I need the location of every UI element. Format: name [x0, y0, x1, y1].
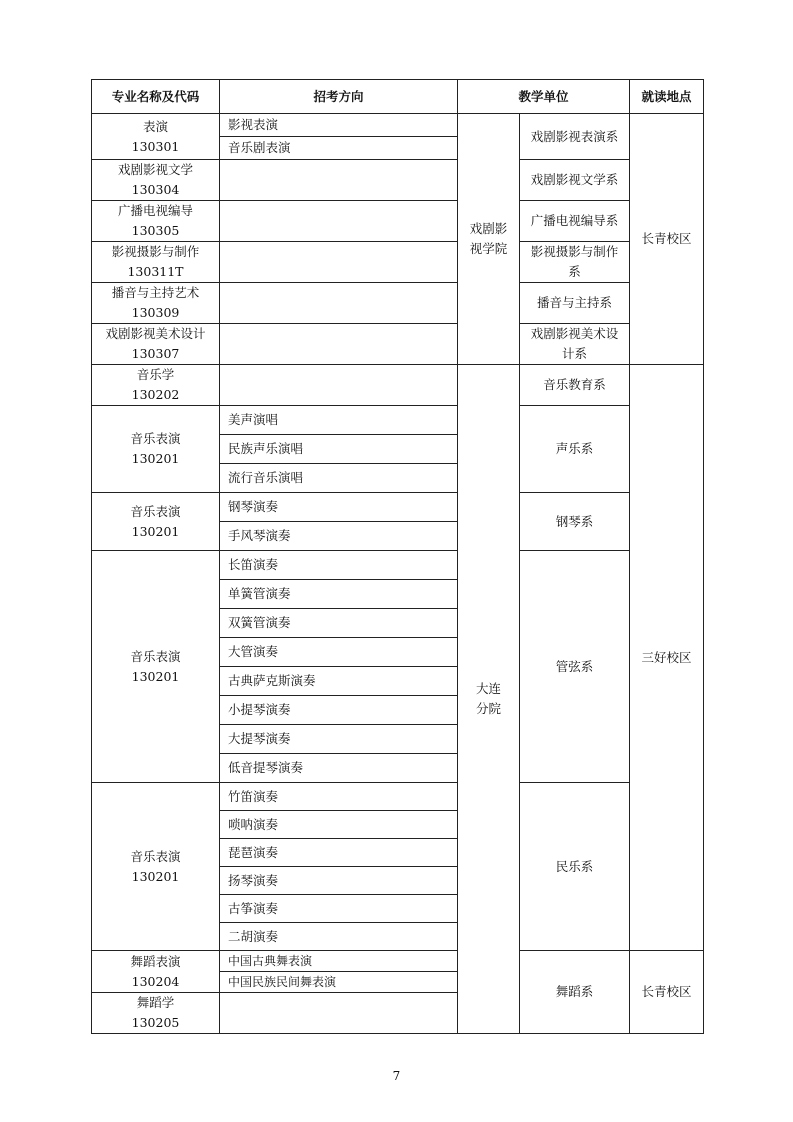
major-cell — [92, 493, 220, 551]
table-row — [92, 242, 704, 283]
department-cell — [520, 283, 630, 324]
major-cell — [92, 406, 220, 493]
major-name: 播音与主持艺术 — [111, 285, 200, 300]
department-name: 声乐系 — [555, 441, 594, 456]
direction-cell: 双簧管演奏 — [220, 609, 458, 638]
major-cell — [92, 951, 220, 993]
department-name: 系 — [568, 264, 581, 279]
major-name: 影视摄影与制作 — [111, 244, 200, 259]
college-name-line: 视学院 — [469, 241, 508, 256]
direction-cell: 长笛演奏 — [220, 551, 458, 580]
table-row — [92, 551, 704, 580]
direction-cell: 影视表演 — [220, 114, 458, 137]
department-name: 戏剧影视美术设 — [530, 326, 619, 341]
major-code: 130304 — [131, 182, 180, 197]
table-row — [92, 114, 704, 137]
table-row — [92, 406, 704, 435]
major-cell — [92, 242, 220, 283]
department-cell — [520, 365, 630, 406]
direction-cell: 流行音乐演唱 — [220, 464, 458, 493]
major-code: 130201 — [131, 523, 180, 539]
major-name: 音乐表演 — [130, 431, 181, 446]
table-row — [92, 283, 704, 324]
direction-cell: 竹笛演奏 — [220, 783, 458, 811]
major-cell — [92, 201, 220, 242]
direction-cell — [220, 160, 458, 201]
direction-cell: 美声演唱 — [220, 406, 458, 435]
department-name: 计系 — [562, 346, 588, 361]
header-teaching-unit: 教学单位 — [458, 80, 630, 114]
direction-cell: 琵琶演奏 — [220, 839, 458, 867]
college-cell — [458, 365, 520, 1034]
major-code: 130205 — [131, 1015, 180, 1030]
major-name: 舞蹈学 — [136, 995, 175, 1010]
department-name: 民乐系 — [555, 858, 594, 874]
direction-cell: 古典萨克斯演奏 — [220, 667, 458, 696]
major-code: 130204 — [131, 973, 180, 989]
major-name: 音乐表演 — [130, 648, 181, 664]
department-cell — [520, 114, 630, 160]
major-code: 130201 — [131, 668, 180, 684]
table-row — [92, 324, 704, 365]
direction-cell — [220, 283, 458, 324]
table-row — [92, 951, 704, 972]
department-name: 播音与主持系 — [537, 295, 613, 310]
college-name-line: 分院 — [475, 701, 501, 716]
direction-cell: 二胡演奏 — [220, 923, 458, 951]
department-name: 影视摄影与制作 — [530, 244, 619, 259]
direction-cell: 钢琴演奏 — [220, 493, 458, 522]
major-name: 戏剧影视文学 — [117, 162, 193, 177]
direction-cell — [220, 242, 458, 283]
department-name: 音乐教育系 — [543, 377, 606, 392]
header-direction: 招考方向 — [220, 80, 458, 114]
table-row — [92, 201, 704, 242]
page-number: 7 — [392, 1069, 401, 1083]
department-cell — [520, 551, 630, 783]
major-name: 音乐学 — [136, 367, 175, 382]
major-cell — [92, 551, 220, 783]
department-name: 戏剧影视文学系 — [530, 172, 619, 187]
direction-cell: 唢呐演奏 — [220, 811, 458, 839]
direction-cell — [220, 365, 458, 406]
major-name: 表演 — [142, 118, 168, 134]
direction-cell: 手风琴演奏 — [220, 522, 458, 551]
major-code: 130301 — [131, 138, 180, 154]
major-name: 舞蹈表演 — [130, 953, 181, 969]
location-cell: 三好校区 — [630, 365, 704, 951]
major-code: 130305 — [131, 223, 180, 238]
direction-cell — [220, 201, 458, 242]
admission-table — [91, 79, 704, 1034]
department-name: 广播电视编导系 — [530, 213, 619, 228]
major-cell — [92, 993, 220, 1034]
department-name: 舞蹈系 — [555, 984, 594, 999]
header-major: 专业名称及代码 — [92, 80, 220, 114]
direction-cell: 低音提琴演奏 — [220, 754, 458, 783]
direction-cell — [220, 324, 458, 365]
direction-cell: 中国民族民间舞表演 — [220, 972, 458, 993]
direction-cell: 大提琴演奏 — [220, 725, 458, 754]
major-code: 130309 — [131, 305, 180, 320]
department-cell — [520, 951, 630, 1034]
college-name-line: 大连 — [475, 681, 501, 696]
table-row — [92, 365, 704, 406]
major-code: 130201 — [131, 451, 180, 466]
major-cell — [92, 324, 220, 365]
table-row — [92, 160, 704, 201]
department-cell — [520, 201, 630, 242]
table-header-row — [92, 80, 704, 114]
major-name: 音乐表演 — [130, 503, 181, 519]
major-cell — [92, 160, 220, 201]
direction-cell — [220, 993, 458, 1034]
direction-cell: 中国古典舞表演 — [220, 951, 458, 972]
table-row — [92, 493, 704, 522]
college-cell — [458, 114, 520, 365]
major-code: 130307 — [131, 346, 180, 361]
major-code: 130202 — [131, 387, 180, 402]
admission-table-container — [91, 79, 703, 1034]
major-cell — [92, 114, 220, 160]
college-name-line: 戏剧影 — [469, 221, 508, 236]
major-cell — [92, 365, 220, 406]
direction-cell: 小提琴演奏 — [220, 696, 458, 725]
major-cell — [92, 783, 220, 951]
direction-cell: 大管演奏 — [220, 638, 458, 667]
header-location: 就读地点 — [630, 80, 704, 114]
major-cell — [92, 283, 220, 324]
direction-cell: 民族声乐演唱 — [220, 435, 458, 464]
location-cell: 长青校区 — [630, 114, 704, 365]
department-name: 戏剧影视表演系 — [530, 128, 619, 144]
major-name: 戏剧影视美术设计 — [105, 326, 206, 341]
direction-cell: 单簧管演奏 — [220, 580, 458, 609]
major-name: 广播电视编导 — [117, 203, 193, 218]
department-name: 管弦系 — [555, 658, 594, 674]
department-cell — [520, 783, 630, 951]
major-code: 130201 — [131, 868, 180, 884]
major-code: 130311T — [127, 264, 184, 279]
major-name: 音乐表演 — [130, 848, 181, 864]
department-cell — [520, 324, 630, 365]
department-cell — [520, 493, 630, 551]
location-cell: 长青校区 — [630, 951, 704, 1034]
department-name: 钢琴系 — [555, 513, 594, 529]
table-row — [92, 783, 704, 811]
direction-cell: 扬琴演奏 — [220, 867, 458, 895]
department-cell — [520, 242, 630, 283]
direction-cell: 古筝演奏 — [220, 895, 458, 923]
direction-cell: 音乐剧表演 — [220, 137, 458, 160]
department-cell — [520, 406, 630, 493]
department-cell — [520, 160, 630, 201]
